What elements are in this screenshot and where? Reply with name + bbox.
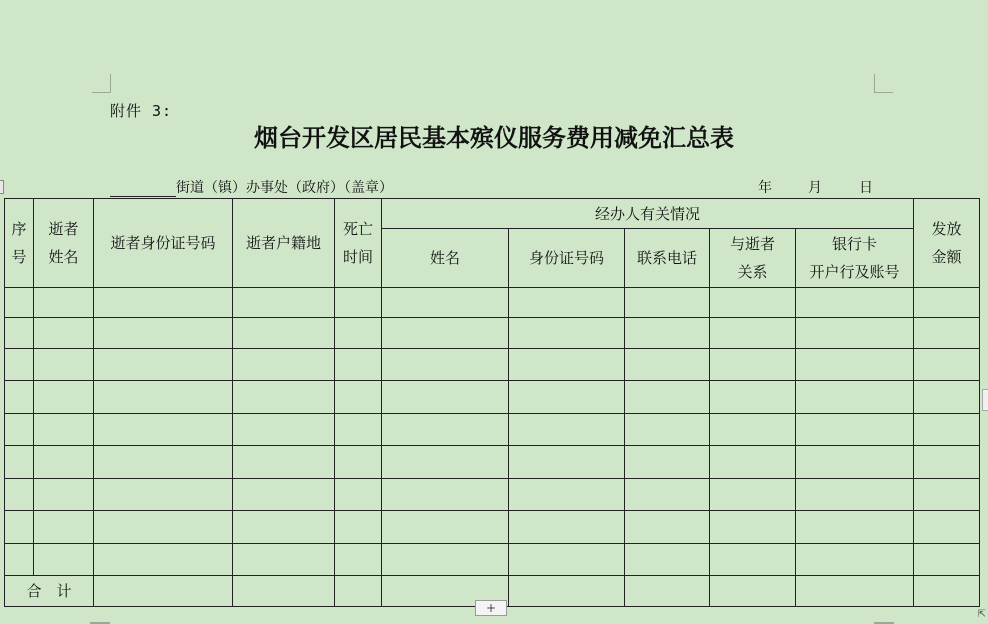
table-cell[interactable] xyxy=(382,511,509,544)
table-cell[interactable] xyxy=(382,349,509,381)
table-cell[interactable] xyxy=(335,381,382,414)
header-amount[interactable]: 发放 金额 xyxy=(914,199,980,288)
table-cell[interactable] xyxy=(94,511,233,544)
table-cell[interactable] xyxy=(233,318,335,349)
table-cell[interactable] xyxy=(94,544,233,576)
table-cell[interactable] xyxy=(94,288,233,318)
table-cell[interactable] xyxy=(34,318,94,349)
total-cell[interactable] xyxy=(710,576,796,607)
table-cell[interactable] xyxy=(34,479,94,511)
total-cell[interactable] xyxy=(796,576,914,607)
add-row-button[interactable]: + xyxy=(475,600,507,616)
table-cell[interactable] xyxy=(94,318,233,349)
table-cell[interactable] xyxy=(509,288,625,318)
table-cell[interactable] xyxy=(710,446,796,479)
table-row xyxy=(5,288,980,318)
table-cell[interactable] xyxy=(796,349,914,381)
table-cell[interactable] xyxy=(94,446,233,479)
table-cell[interactable] xyxy=(335,318,382,349)
table-cell[interactable] xyxy=(796,479,914,511)
table-cell[interactable] xyxy=(625,288,710,318)
header-relation[interactable]: 与逝者 关系 xyxy=(710,229,796,288)
table-cell[interactable] xyxy=(34,544,94,576)
table-cell[interactable] xyxy=(335,544,382,576)
table-cell[interactable] xyxy=(625,511,710,544)
total-cell[interactable] xyxy=(94,576,233,607)
table-cell[interactable] xyxy=(710,318,796,349)
table-cell[interactable] xyxy=(509,479,625,511)
table-cell[interactable] xyxy=(625,479,710,511)
table-cell[interactable] xyxy=(5,381,34,414)
row-resize-handle[interactable] xyxy=(982,389,988,411)
header-deceased-name[interactable]: 逝者 姓名 xyxy=(34,199,94,288)
table-row xyxy=(5,446,980,479)
header-death-time[interactable]: 死亡 时间 xyxy=(335,199,382,288)
table-cell[interactable] xyxy=(914,544,980,576)
table-cell[interactable] xyxy=(914,381,980,414)
table-cell[interactable] xyxy=(5,288,34,318)
table-cell[interactable] xyxy=(710,381,796,414)
table-cell[interactable] xyxy=(914,349,980,381)
date-month: 月 xyxy=(808,180,822,196)
table-row xyxy=(5,381,980,414)
table-cell[interactable] xyxy=(335,446,382,479)
table-cell[interactable] xyxy=(914,446,980,479)
table-cell[interactable] xyxy=(382,414,509,446)
date-day: 日 xyxy=(859,180,873,196)
table-cell[interactable] xyxy=(233,381,335,414)
table-cell[interactable] xyxy=(5,414,34,446)
table-cell[interactable] xyxy=(710,414,796,446)
table-cell[interactable] xyxy=(34,446,94,479)
table-cell[interactable] xyxy=(233,446,335,479)
table-cell[interactable] xyxy=(509,511,625,544)
table-cell[interactable] xyxy=(625,544,710,576)
table-cell[interactable] xyxy=(382,381,509,414)
table-row xyxy=(5,349,980,381)
document-title: 烟台开发区居民基本殡仪服务费用减免汇总表 xyxy=(254,123,734,152)
table-row xyxy=(5,318,980,349)
summary-table xyxy=(4,198,980,607)
table-cell[interactable] xyxy=(625,414,710,446)
table-cell[interactable] xyxy=(5,446,34,479)
table-cell[interactable] xyxy=(335,479,382,511)
table-cell[interactable] xyxy=(233,288,335,318)
header-handler-name[interactable]: 姓名 xyxy=(382,229,509,288)
table-row xyxy=(5,479,980,511)
table-resize-icon[interactable]: ⇱ xyxy=(977,609,986,620)
table-cell[interactable] xyxy=(5,318,34,349)
table-cell[interactable] xyxy=(5,349,34,381)
total-cell[interactable] xyxy=(335,576,382,607)
table-cell[interactable] xyxy=(509,446,625,479)
table-cell[interactable] xyxy=(233,479,335,511)
table-cell[interactable] xyxy=(335,288,382,318)
table-cell[interactable] xyxy=(34,414,94,446)
table-cell[interactable] xyxy=(509,414,625,446)
table-cell[interactable] xyxy=(509,318,625,349)
table-cell[interactable] xyxy=(34,511,94,544)
table-cell[interactable] xyxy=(94,479,233,511)
table-cell[interactable] xyxy=(382,446,509,479)
table-cell[interactable] xyxy=(710,349,796,381)
header-deceased-id[interactable]: 逝者身份证号码 xyxy=(94,199,233,288)
table-cell[interactable] xyxy=(382,318,509,349)
header-seq[interactable]: 序 号 xyxy=(5,199,34,288)
table-cell[interactable] xyxy=(5,544,34,576)
table-cell[interactable] xyxy=(710,511,796,544)
table-cell[interactable] xyxy=(34,288,94,318)
table-cell[interactable] xyxy=(914,288,980,318)
table-cell[interactable] xyxy=(625,318,710,349)
table-cell[interactable] xyxy=(796,381,914,414)
header-handler-id[interactable]: 身份证号码 xyxy=(509,229,625,288)
table-cell[interactable] xyxy=(509,349,625,381)
header-handler-group[interactable]: 经办人有关情况 xyxy=(382,199,914,229)
table-cell[interactable] xyxy=(34,349,94,381)
table-cell[interactable] xyxy=(94,349,233,381)
table-cell[interactable] xyxy=(5,511,34,544)
table-row xyxy=(5,544,980,576)
office-blank xyxy=(110,182,176,197)
table-cell[interactable] xyxy=(233,414,335,446)
table-cell[interactable] xyxy=(796,414,914,446)
table-cell[interactable] xyxy=(335,511,382,544)
page-corner-top-right xyxy=(874,74,893,93)
table-cell[interactable] xyxy=(233,349,335,381)
table-cell[interactable] xyxy=(382,544,509,576)
table-cell[interactable] xyxy=(509,381,625,414)
office-line-text: 街道（镇）办事处（政府）（盖章） xyxy=(176,180,393,196)
table-cell[interactable] xyxy=(382,479,509,511)
table-cell[interactable] xyxy=(625,446,710,479)
date-year: 年 xyxy=(758,180,772,196)
table-cell[interactable] xyxy=(382,288,509,318)
total-cell[interactable] xyxy=(233,576,335,607)
table-cell[interactable] xyxy=(914,318,980,349)
header-deceased-hukou[interactable]: 逝者户籍地 xyxy=(233,199,335,288)
table-cell[interactable] xyxy=(914,414,980,446)
page-corner-top-left xyxy=(92,74,111,93)
header-bank[interactable]: 银行卡 开户行及账号 xyxy=(796,229,914,288)
table-cell[interactable] xyxy=(710,288,796,318)
total-cell[interactable] xyxy=(509,576,625,607)
table-cell[interactable] xyxy=(796,288,914,318)
table-cell[interactable] xyxy=(233,511,335,544)
table-cell[interactable] xyxy=(94,381,233,414)
table-cell[interactable] xyxy=(509,544,625,576)
table-cell[interactable] xyxy=(625,381,710,414)
table-cell[interactable] xyxy=(5,479,34,511)
table-cell[interactable] xyxy=(796,318,914,349)
table-cell[interactable] xyxy=(710,544,796,576)
table-cell[interactable] xyxy=(625,349,710,381)
table-cell[interactable] xyxy=(796,511,914,544)
total-cell[interactable] xyxy=(625,576,710,607)
table-cell[interactable] xyxy=(796,446,914,479)
table-cell[interactable] xyxy=(796,544,914,576)
table-cell[interactable] xyxy=(710,479,796,511)
total-label[interactable]: 合 计 xyxy=(5,576,94,607)
table-cell[interactable] xyxy=(233,544,335,576)
date-line xyxy=(758,177,873,197)
table-cell[interactable] xyxy=(914,479,980,511)
table-cell[interactable] xyxy=(34,381,94,414)
annex-label: 附件 3: xyxy=(110,102,173,120)
header-handler-phone[interactable]: 联系电话 xyxy=(625,229,710,288)
office-line xyxy=(110,177,393,197)
table-cell[interactable] xyxy=(94,414,233,446)
table-move-handle[interactable] xyxy=(0,180,4,194)
table-cell[interactable] xyxy=(914,511,980,544)
table-row xyxy=(5,511,980,544)
table-cell[interactable] xyxy=(335,414,382,446)
table-row xyxy=(5,414,980,446)
total-cell[interactable] xyxy=(914,576,980,607)
table-cell[interactable] xyxy=(335,349,382,381)
